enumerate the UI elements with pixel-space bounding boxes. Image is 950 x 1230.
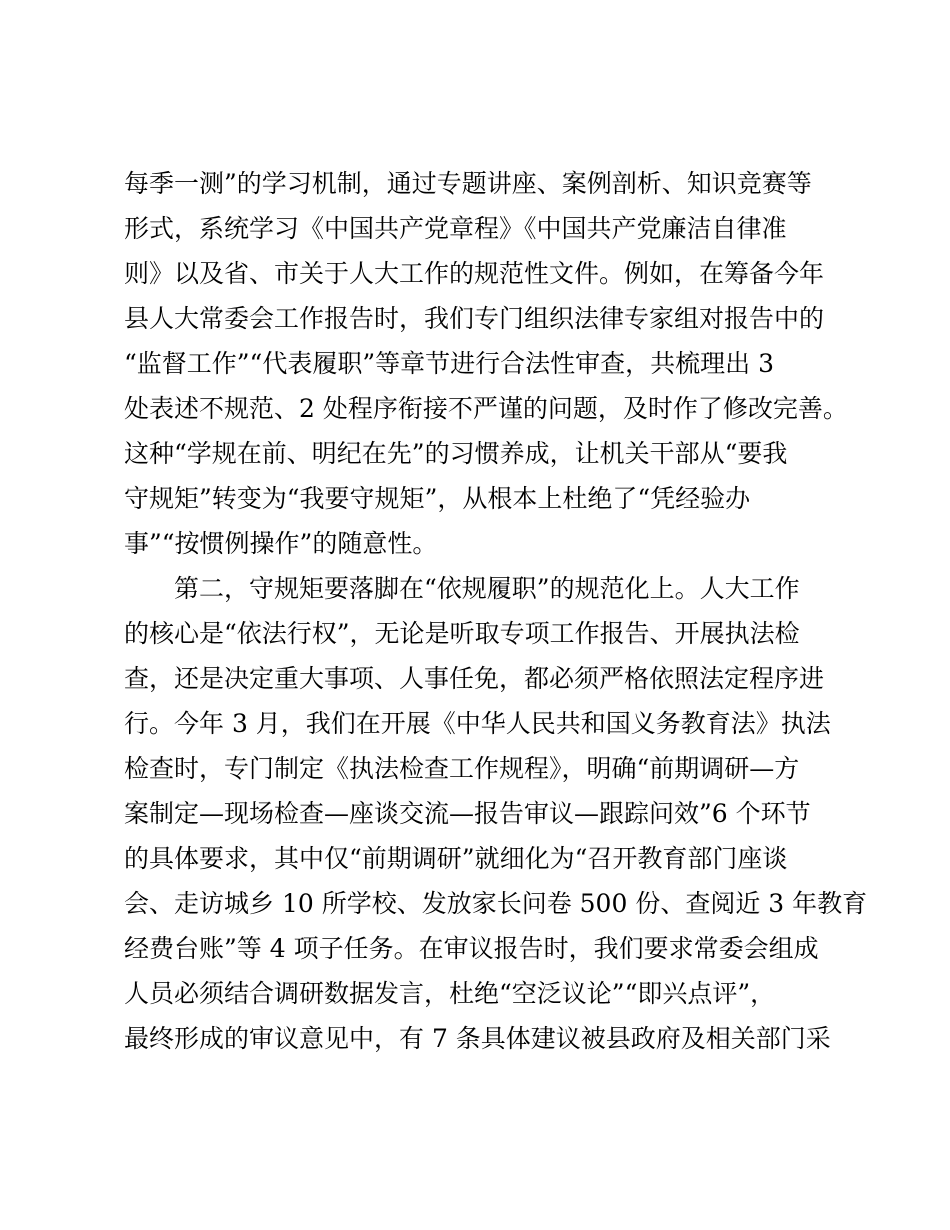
text-line-11: 的核心是“依法行权”，无论是听取专项工作报告、开展执法检 xyxy=(124,619,800,648)
text-line-4: 县人大常委会工作报告时，我们专门组织法律专家组对报告中的 xyxy=(124,304,825,333)
text-line-18: 经费台账”等 4 项子任务。在审议报告时，我们要求常委会组成 xyxy=(124,934,819,963)
text-line-9: 事”“按惯例操作”的随意性。 xyxy=(124,529,438,558)
text-line-20: 最终形成的审议意见中，有 7 条具体建议被县政府及相关部门采 xyxy=(124,1024,831,1053)
text-line-8: 守规矩”转变为“我要守规矩”，从根本上杜绝了“凭经验办 xyxy=(124,484,751,513)
text-line-1: 每季一测”的学习机制，通过专题讲座、案例剖析、知识竞赛等 xyxy=(124,169,812,198)
text-line-16: 的具体要求，其中仅“前期调研”就细化为“召开教育部门座谈 xyxy=(124,844,788,873)
text-line-6: 处表述不规范、2 处程序衔接不严谨的问题，及时作了修改完善。 xyxy=(124,394,848,423)
text-line-3: 则》以及省、市关于人大工作的规范性文件。例如，在筹备今年 xyxy=(124,259,825,288)
text-line-15: 案制定—现场检查—座谈交流—报告审议—跟踪问效”6 个环节 xyxy=(124,799,811,828)
text-line-14: 检查时，专门制定《执法检查工作规程》，明确“前期调研—方 xyxy=(124,754,800,783)
text-line-19: 人员必须结合调研数据发言，杜绝“空泛议论”“即兴点评”， xyxy=(124,979,776,1008)
text-line-2: 形式，系统学习《中国共产党章程》《中国共产党廉洁自律准 xyxy=(124,214,787,243)
text-line-13: 行。今年 3 月，我们在开展《中华人民共和国义务教育法》执法 xyxy=(124,709,831,738)
text-line-5: “监督工作”“代表履职”等章节进行合法性审查，共梳理出 3 xyxy=(124,349,774,378)
text-line-12: 查，还是决定重大事项、人事任免，都必须严格依照法定程序进 xyxy=(124,664,825,693)
paragraph-start-line: 第二，守规矩要落脚在“依规履职”的规范化上。人大工作 xyxy=(174,574,800,603)
text-line-17: 会、走访城乡 10 所学校、发放家长问卷 500 份、查阅近 3 年教育 xyxy=(124,889,868,918)
text-line-7: 这种“学规在前、明纪在先”的习惯养成，让机关干部从“要我 xyxy=(124,439,788,468)
